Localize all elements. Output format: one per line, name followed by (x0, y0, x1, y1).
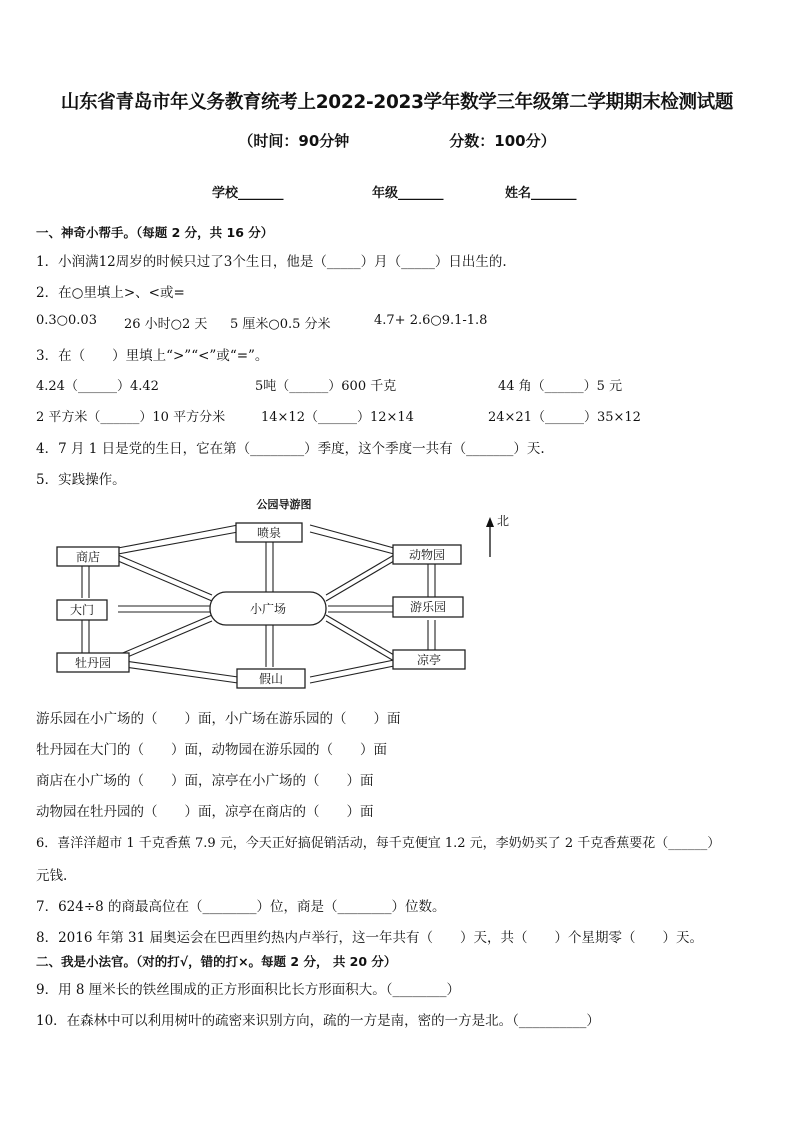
map-place-fountain: 喷泉 (256, 526, 282, 540)
question-9: 9．用 8 厘米长的铁丝围成的正方形面积比长方形面积大。（________） (36, 982, 461, 998)
q5-line: 动物园在牡丹园的（ ）面，凉亭在商店的（ ）面 (36, 804, 374, 820)
park-map (0, 495, 794, 695)
q5-line: 商店在小广场的（ ）面，凉亭在小广场的（ ）面 (36, 773, 374, 789)
map-place-peony: 牡丹园 (74, 656, 112, 670)
map-place-shop: 商店 (75, 550, 101, 564)
question-5: 5．实践操作。 (36, 472, 126, 488)
exam-title: 山东省青岛市年义务教育统考上2022-2023学年数学三年级第二学期期末检测试题 (60, 92, 734, 113)
question-2: 2．在○里填上>、<或= (36, 285, 185, 301)
question-8: 8．2016 年第 31 届奥运会在巴西里约热内卢举行，这一年共有（ ）天，共（ ）个星期零（ ）天。 (36, 930, 703, 946)
question-6: 6．喜洋洋超市 1 千克香蕉 7.9 元，今天正好搞促销活动，每千克便宜 1.2 元，李奶奶买了 2 千克香蕉要花（______） (36, 836, 721, 851)
grade-field: 年级_______ (372, 186, 444, 201)
q2-item: 4.7+ 2.6○9.1-1.8 (374, 313, 488, 328)
exam-subtitle (0, 130, 794, 151)
section2-heading: 二、我是小法官。（对的打√，错的打×。每题 2 分， 共 20 分） (36, 954, 397, 969)
question-7: 7．624÷8 的商最高位在（________）位，商是（________）位数。 (36, 899, 446, 915)
section1-heading: 一、神奇小帮手。（每题 2 分，共 16 分） (36, 225, 274, 240)
question-3: 3．在（ ）里填上“>”“<”或“=”。 (36, 348, 269, 364)
school-field: 学校_______ (212, 186, 284, 201)
exam-time: （时间：90分钟 (238, 132, 350, 150)
map-place-zoo: 动物园 (408, 548, 446, 562)
name-field: 姓名_______ (505, 186, 577, 201)
q3-item: 14×12（______）12×14 (261, 410, 414, 425)
question-4: 4．7 月 1 日是党的生日，它在第（________）季度，这个季度一共有（_______）天. (36, 441, 545, 457)
q2-item: 26 小时○2 天 (124, 317, 208, 332)
q5-line: 牡丹园在大门的（ ）面，动物园在游乐园的（ ）面 (36, 742, 387, 758)
map-place-pavilion: 凉亭 (416, 653, 442, 667)
map-place-rockery: 假山 (258, 672, 284, 686)
map-place-amusement: 游乐园 (409, 600, 447, 614)
map-place-plaza: 小广场 (249, 602, 287, 616)
q3-item: 24×21（______）35×12 (488, 410, 641, 425)
map-title: 公园导游图 (256, 498, 312, 511)
map-place-gate: 大门 (69, 603, 95, 617)
exam-score: 分数：100分） (449, 132, 556, 150)
q3-item: 4.24（______）4.42 (36, 379, 159, 394)
north-arrow-icon (486, 517, 494, 557)
question-10: 10．在森林中可以利用树叶的疏密来识别方向，疏的一方是南，密的一方是北。（__________） (36, 1013, 600, 1029)
q5-line: 游乐园在小广场的（ ）面，小广场在游乐园的（ ）面 (36, 711, 401, 727)
q3-item: 2 平方米（______）10 平方分米 (36, 410, 226, 425)
question-6-cont: 元钱. (36, 868, 68, 884)
question-1: 1．小润满12周岁的时候只过了3个生日，他是（_____）月（_____）日出生的. (36, 254, 507, 270)
q3-item: 44 角（______）5 元 (498, 379, 623, 394)
q3-item: 5吨（______）600 千克 (255, 379, 397, 394)
map-north-label: 北 (497, 514, 510, 528)
q2-item: 0.3○0.03 (36, 313, 97, 328)
q2-item: 5 厘米○0.5 分米 (230, 317, 331, 332)
